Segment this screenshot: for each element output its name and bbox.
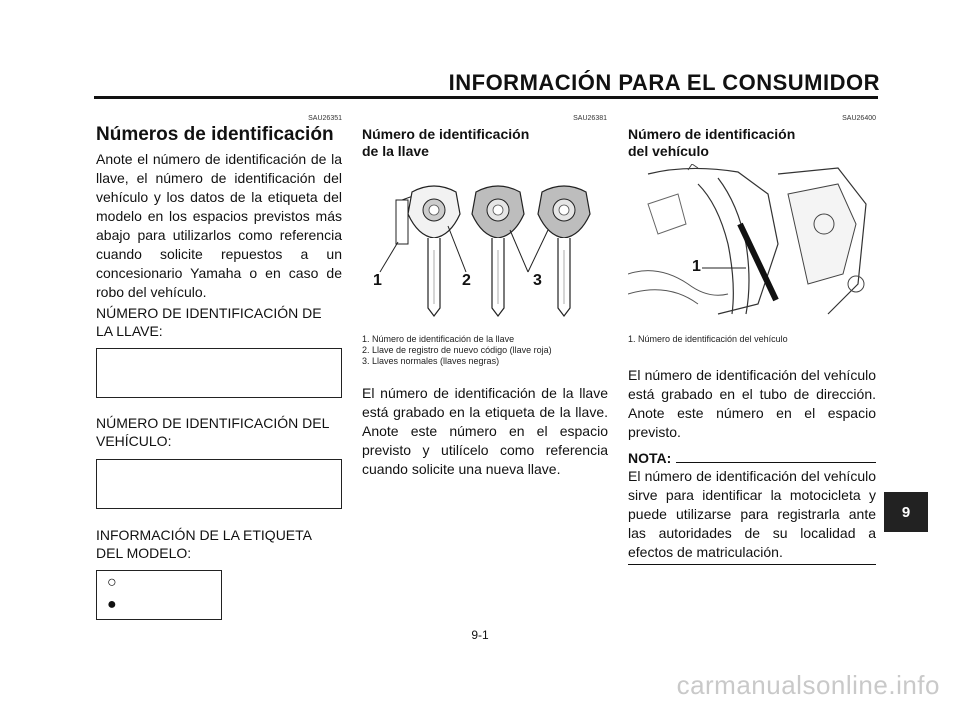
callout-1: 1	[373, 272, 382, 289]
intro-paragraph: Anote el número de identificación de la llave, el número de identificación del vehículo y los datos de la etiqueta del modelo en los espacios previstos más abajo para utilizarlos como referencia cuando solicite repuestos a un concesionario Yamaha o en caso de robo del vehículo.	[96, 151, 342, 300]
callout-2: 2	[462, 272, 471, 289]
chapter-tab: 9	[884, 492, 928, 532]
section-code: SAU26351	[308, 115, 342, 122]
key-id-paragraph: El número de identificación de la llave está grabado en la etiqueta de la llave. Anote este número en el espacio previsto y utilícelo como referencia cuando solicite una nueva llave.	[362, 385, 608, 477]
key-id-label: NÚMERO DE IDENTIFICACIÓN DE LA LLAVE:	[96, 305, 322, 339]
open-circle-icon: ○	[107, 574, 117, 591]
section-code: SAU26381	[573, 115, 607, 122]
vehicle-id-label: NÚMERO DE IDENTIFICACIÓN DEL VEHÍCULO:	[96, 415, 330, 449]
key-captions: 1. Número de identificación de la llave 2. Llave de registro de nuevo código (llave roja) 3. Llaves normales (llaves negras)	[362, 334, 552, 366]
key-1-icon	[396, 186, 460, 316]
keys-illustration	[362, 180, 608, 330]
section-heading-identification: Números de identificación	[96, 124, 334, 145]
vehicle-id-paragraph: El número de identificación del vehículo está grabado en el tubo de dirección. Anote este número en el espacio previsto.	[628, 367, 876, 440]
callout-3: 3	[533, 272, 542, 289]
key-3-icon	[538, 186, 590, 316]
vehicle-caption: 1. Número de identificación del vehículo	[628, 334, 788, 344]
page-title: INFORMACIÓN PARA EL CONSUMIDOR	[448, 70, 880, 95]
key-2-icon	[472, 186, 524, 316]
nota-rule	[676, 462, 876, 463]
model-label-field[interactable]	[96, 570, 222, 620]
nota-end-rule	[628, 564, 876, 565]
nota-paragraph: El número de identificación del vehículo sirve para identificar la motocicleta y puede utilizarse para registrarla ante las autoridades de su localidad a efectos de matriculación.	[628, 468, 876, 560]
filled-circle-icon: ●	[107, 596, 117, 613]
vehicle-id-field[interactable]	[96, 459, 342, 509]
nota-label: NOTA:	[628, 450, 672, 466]
watermark: carmanualsonline.info	[676, 670, 940, 700]
section-code: SAU26400	[842, 115, 876, 122]
header-rule	[94, 96, 878, 99]
vehicle-id-heading: Número de identificación del vehículo	[628, 126, 796, 159]
page-number: 9-1	[471, 628, 489, 642]
vehicle-callout-1: 1	[692, 258, 701, 275]
key-id-heading: Número de identificación de la llave	[362, 126, 530, 159]
vehicle-frame-illustration	[628, 164, 874, 324]
key-id-field[interactable]	[96, 348, 342, 398]
model-label-title: INFORMACIÓN DE LA ETIQUETA DEL MODELO:	[96, 527, 312, 561]
